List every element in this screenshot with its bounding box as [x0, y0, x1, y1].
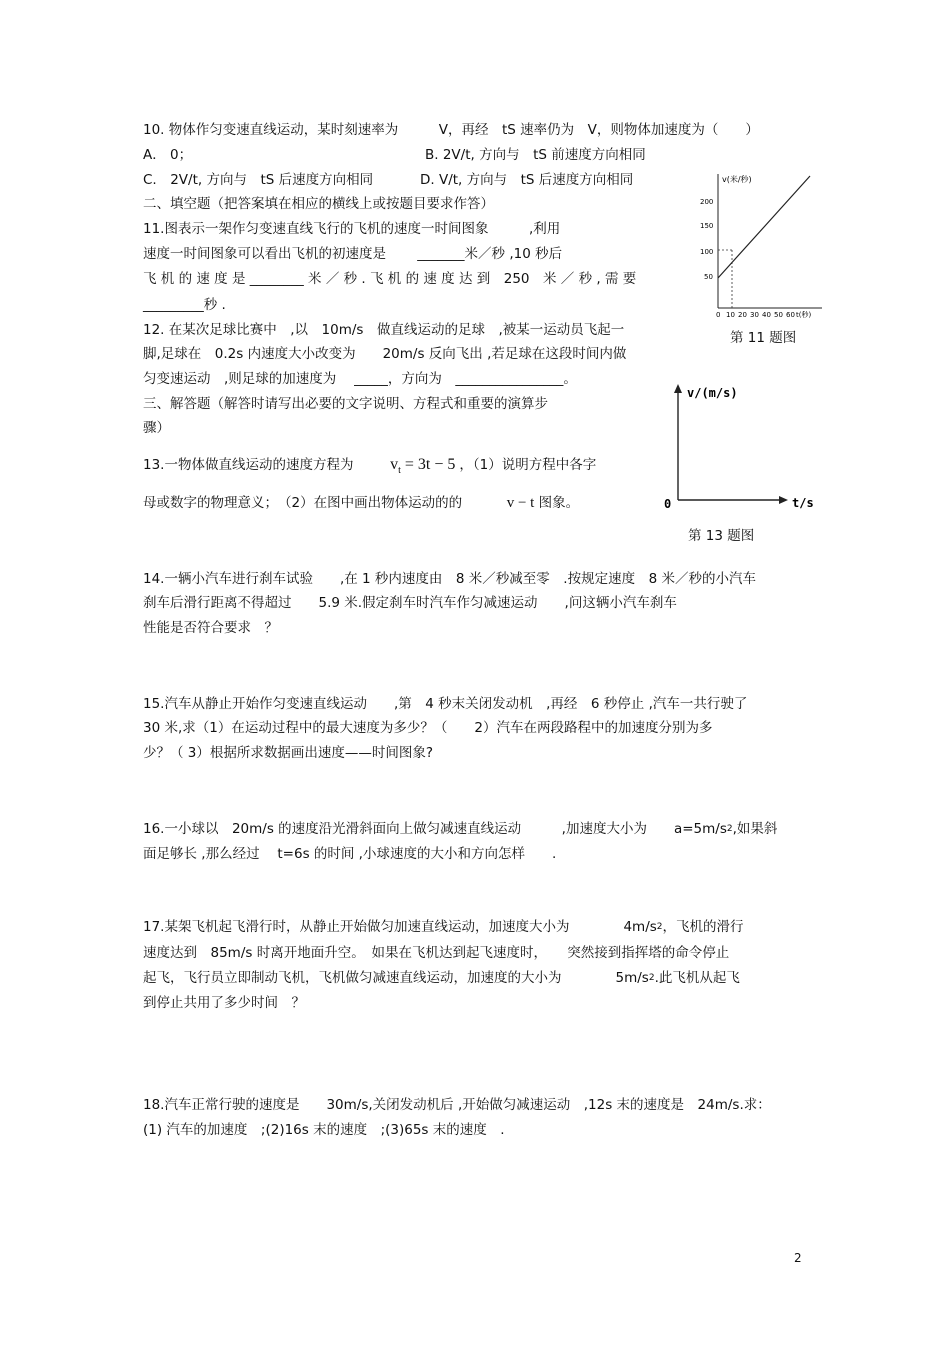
q10-stem: 10. 物体作匀变速直线运动，某时刻速率为 V，再经 tS 速率仍为 V，则物体加速度为（ ） [143, 122, 759, 138]
q14-line-1: 14.一辆小汽车进行刹车试验 ,在 1 秒内速度由 8 米／秒减至零 .按规定速度 8 米／秒的小汽车 [143, 571, 756, 587]
fig11-xtick: 20 [738, 311, 747, 318]
q18-line-2: (1) 汽车的加速度 ;(2)16s 末的速度 ;(3)65s 末的速度 . [143, 1122, 505, 1138]
q17-line-2: 速度达到 85m/s 时离开地面升空。 如果在飞机达到起飞速度时， 突然接到指挥塔的命令停止 [143, 945, 730, 961]
q13-vt-symbol: v − t [506, 495, 535, 511]
q16-line-1: 16.一小球以 20m/s 的速度沿光滑斜面向上做匀减速直线运动 ,加速度大小为 $a=5m/s^2$,如果斜 [143, 821, 778, 837]
figure-13-caption: 第 13 题图 [688, 528, 755, 544]
fig11-ytick: 50 [704, 273, 713, 281]
fig11-xtick: 40 [762, 311, 771, 318]
fig13-xlabel: t/s [792, 496, 814, 510]
q10-option-b: B. 2V/t, 方向与 tS 前速度方向相同 [425, 147, 646, 163]
q14-line-2: 刹车后滑行距离不得超过 5.9 米.假定刹车时汽车作匀减速运动 ,问这辆小汽车刹车 [143, 595, 677, 611]
q13-equation: $v_t = 3t - 5$ [390, 456, 456, 477]
q13-text-c: 母或数字的物理意义； （2）在图中画出物体运动的的 [143, 495, 463, 511]
fig11-ylabel: v(米/秒) [722, 175, 752, 184]
q13-line-1 [143, 456, 596, 480]
q13-text-a: 13.一物体做直线运动的速度方程为 [143, 457, 354, 473]
q11-line-4: _________秒 . [143, 297, 226, 313]
q10-option-a: A． 0； [143, 147, 193, 163]
fig13-origin: 0 [664, 497, 672, 511]
figure-11-velocity-time-graph [690, 168, 825, 318]
fig11-xtick: 10 [726, 311, 735, 318]
q11-line-2: 速度一时间图象可以看出飞机的初速度是 _______米／秒 ,10 秒后 [143, 246, 563, 262]
q13-text-b: ，（1）说明方程中各字 [459, 457, 597, 473]
q11-line-3: 飞 机 的 速 度 是 ________ 米 ／ 秒 . 飞 机 的 速 度 达 到 250 米 ／ 秒 , 需 要 [143, 271, 637, 287]
fig11-xlabel: t(秒) [796, 311, 812, 318]
section-2-heading: 二、填空题（把答案填在相应的横线上或按题目要求作答） [143, 196, 494, 212]
figure-11-caption: 第 11 题图 [730, 330, 797, 346]
fig11-xtick: 0 [716, 311, 721, 318]
q14-line-3: 性能是否符合要求 ？ [143, 620, 278, 636]
q12-line-3: 匀变速运动 ,则足球的加速度为 _____，方向为 ________________。 [143, 371, 577, 387]
q15-line-2: 30 米,求（1）在运动过程中的最大速度为多少？（ 2）汽车在两段路程中的加速度分别为多 [143, 720, 713, 736]
q17-line-1: 17.某架飞机起飞滑行时，从静止开始做匀加速直线运动，加速度大小为 $4m/s^2$，飞机的滑行 [143, 919, 744, 935]
q13-line-2 [143, 494, 579, 512]
q15-line-3: 少？（ 3）根据所求数据画出速度——时间图象? [143, 745, 434, 761]
q12-line-1: 12. 在某次足球比赛中 ,以 10m/s 做直线运动的足球 ,被某一运动员飞起一 [143, 322, 625, 338]
section-3-heading: 三、解答题（解答时请写出必要的文字说明、方程式和重要的演算步 [143, 396, 548, 412]
fig11-xtick: 30 [750, 311, 759, 318]
q17-line-4: 到停止共用了多少时间 ？ [143, 995, 305, 1011]
fig13-x-arrow [779, 496, 788, 504]
fig11-ytick: 150 [700, 222, 714, 230]
fig11-xtick: 50 [774, 311, 783, 318]
fig11-ytick: 200 [700, 198, 714, 206]
q10-option-c: C. 2V/t, 方向与 tS 后速度方向相同 [143, 172, 374, 188]
fig11-velocity-line [718, 176, 810, 278]
fig11-ytick: 100 [700, 248, 714, 256]
q17-line-3: 起飞，飞行员立即制动飞机，飞机做匀减速直线运动，加速度的大小为 $5m/s^2$.此飞机从起飞 [143, 970, 740, 986]
fig13-ylabel: v/(m/s) [687, 386, 738, 400]
figure-13-blank-axes [660, 382, 825, 517]
q11-line-1: 11.图表示一架作匀变速直线飞行的飞机的速度一时间图象 ,利用 [143, 221, 561, 237]
section-3-heading-cont: 骤） [143, 420, 170, 436]
q12-line-2: 脚,足球在 0.2s 内速度大小改变为 20m/s 反向飞出 ,若足球在这段时间内做 [143, 346, 627, 362]
q15-line-1: 15.汽车从静止开始作匀变速直线运动 ,第 4 秒末关闭发动机 ,再经 6 秒停止 ,汽车一共行驶了 [143, 696, 748, 712]
page-number: 2 [794, 1251, 802, 1265]
fig11-xtick: 60 [786, 311, 795, 318]
q13-text-d: 图象。 [538, 495, 580, 511]
q10-option-d: D. V/t, 方向与 tS 后速度方向相同 [420, 172, 634, 188]
q18-line-1: 18.汽车正常行驶的速度是 30m/s,关闭发动机后 ,开始做匀减速运动 ,12s 末的速度是 24m/s.求： [143, 1097, 771, 1113]
q16-line-2: 面足够长 ,那么经过 t=6s 的时间 ,小球速度的大小和方向怎样 . [143, 846, 557, 862]
fig13-y-arrow [674, 384, 682, 393]
